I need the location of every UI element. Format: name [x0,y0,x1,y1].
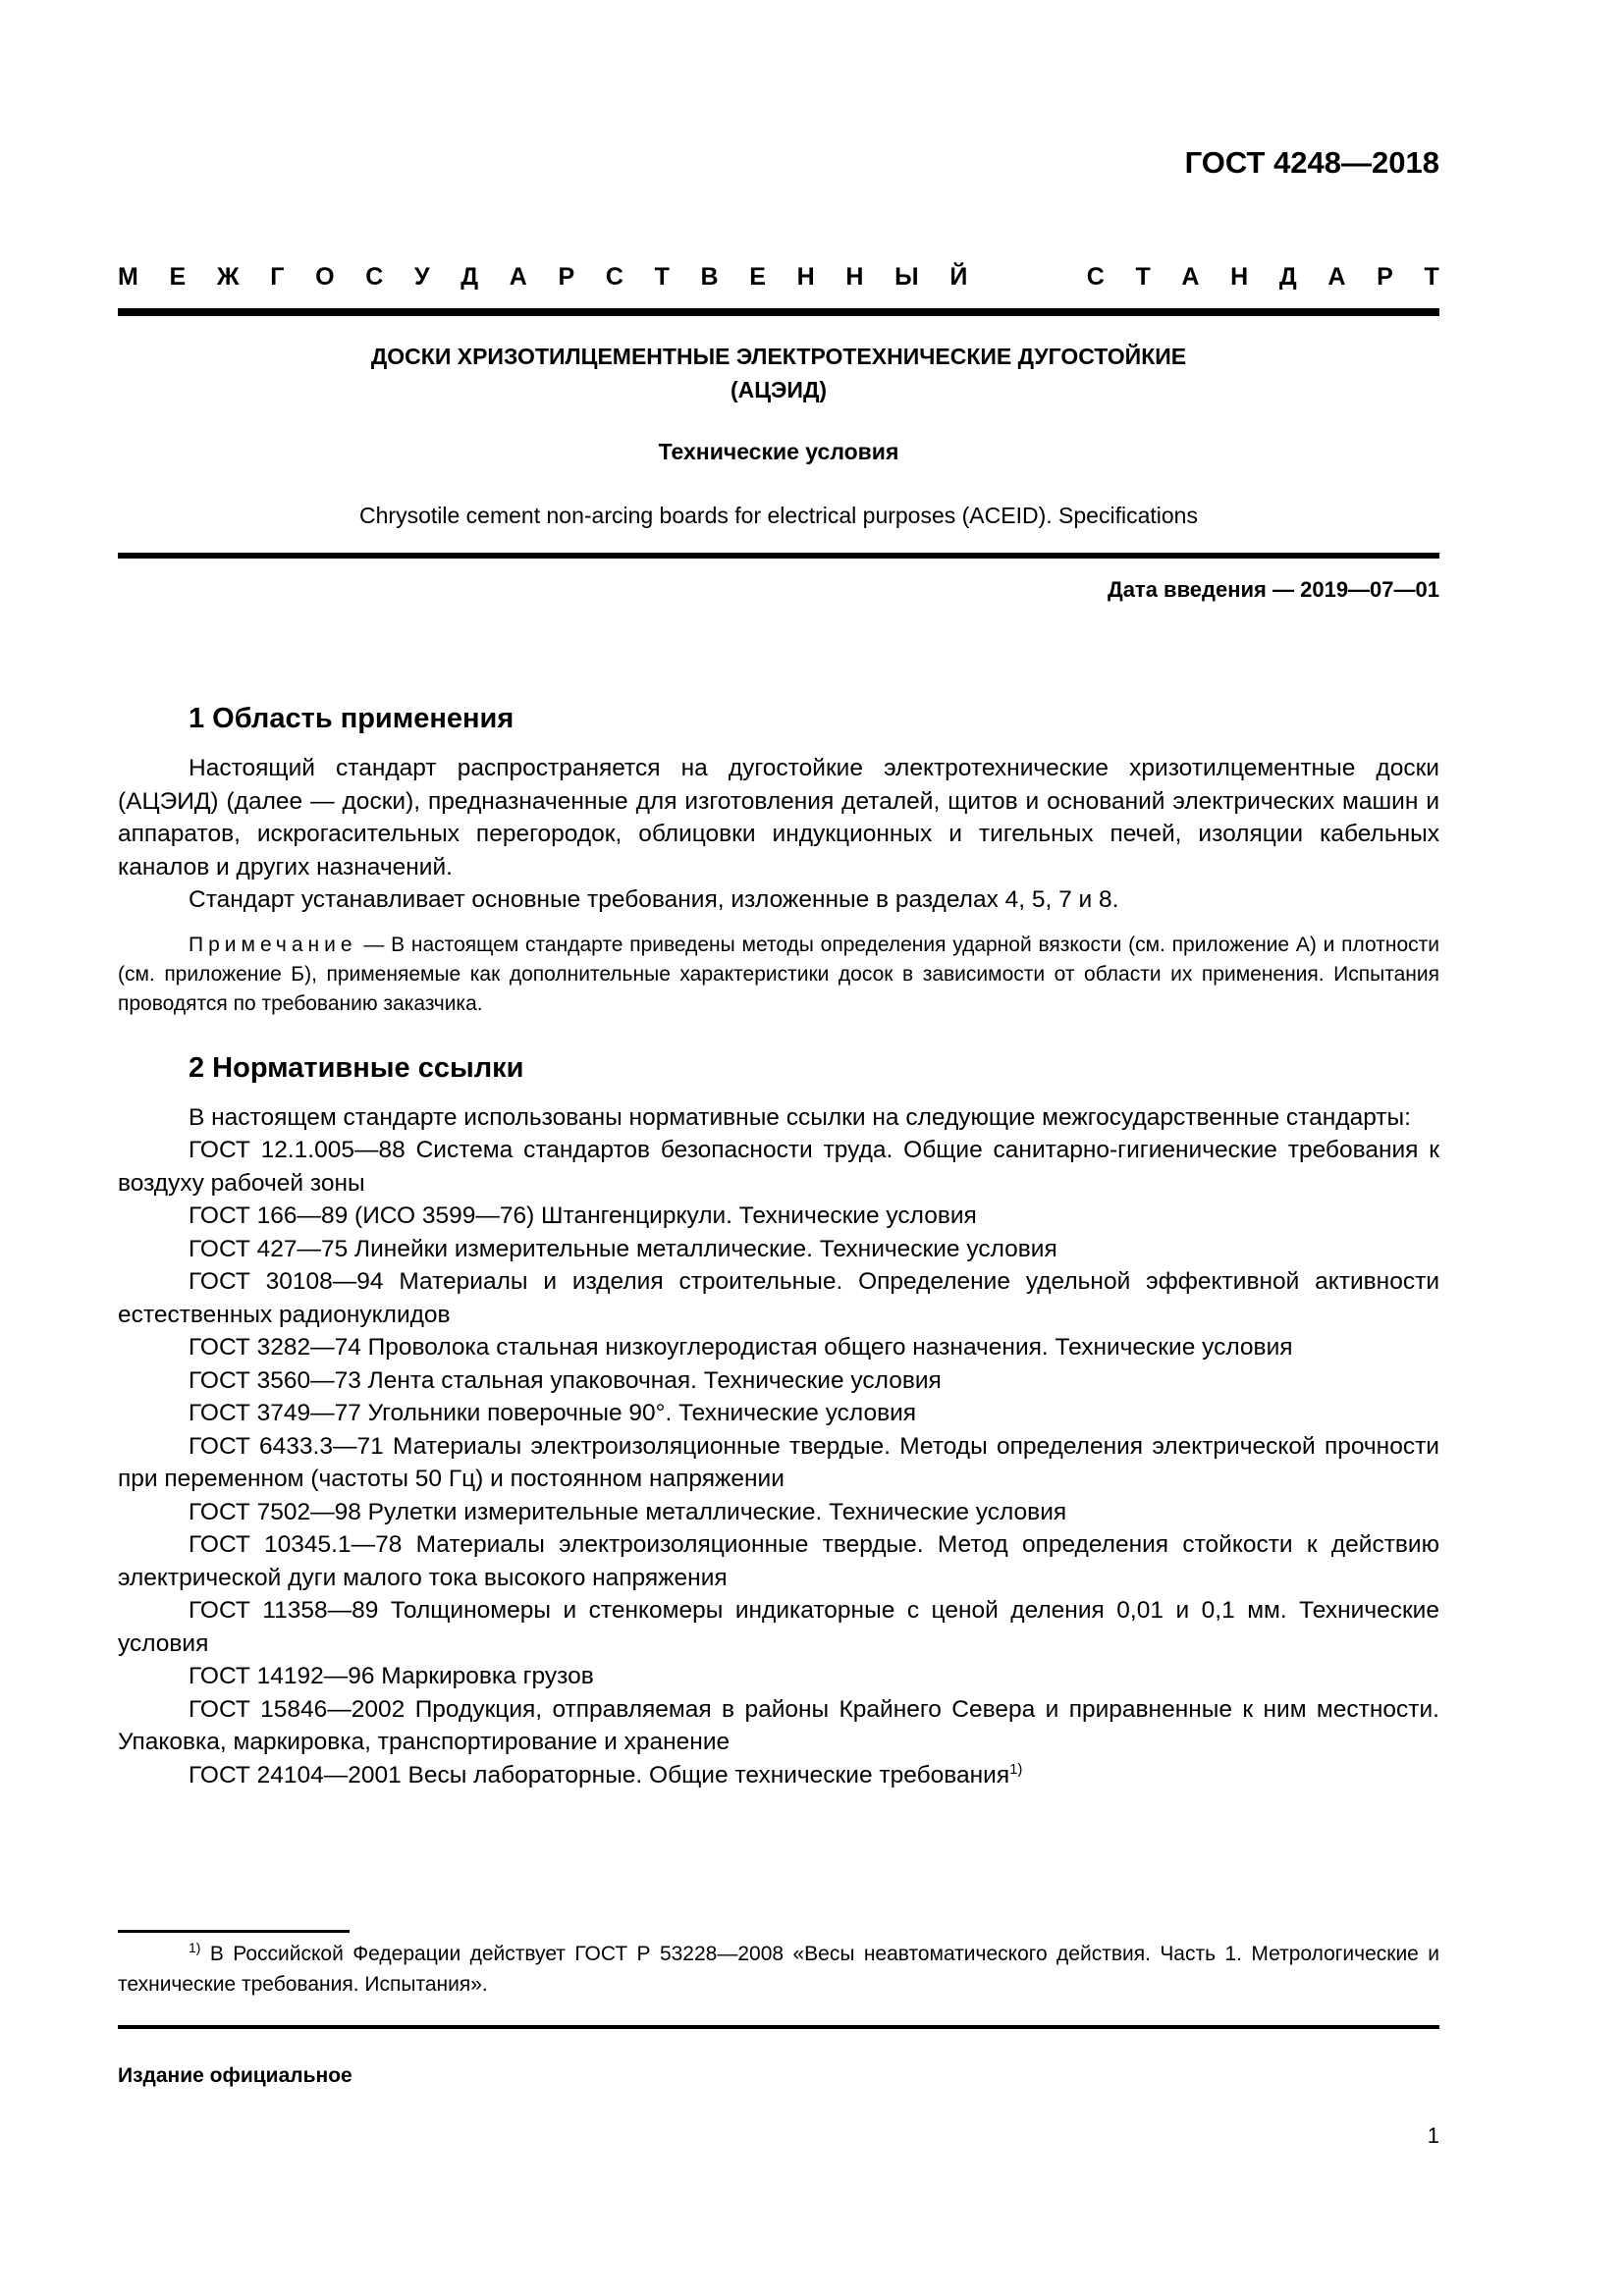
banner-letter: Ы [894,263,919,291]
banner-letter: А [1181,263,1200,291]
banner-letter: А [509,263,527,291]
section-1-paragraph-1: Настоящий стандарт распространяется на дугостойкие электротехнические хризотилцементные доски (АЦЭИД) (далее — доски), предназначенные для изготовления деталей, щитов и оснований электрических машин и аппаратов, искрогасительных перегородок, облицовки индукционных и тигельных печей, изоляции кабельных каналов и других назначений. [118,755,1439,881]
section-2-heading: 2 Нормативные ссылки [189,1051,524,1084]
banner-letter: Е [749,263,766,291]
gost-number: ГОСТ 4248—2018 [1184,145,1439,180]
interstate-standard-banner [118,263,1439,292]
note-text: — В настоящем стандарте приведены методы определения ударной вязкости (см. приложение А) и плотности (см. приложение Б), применяемые как дополнительные характеристики досок в зависимости от области их применения. Испытания проводятся по требованию заказчика. [118,933,1439,1015]
document-subtitle: Технические условия [658,439,899,464]
footnote-number: 1) [189,1940,201,1955]
footnote [118,1939,1439,2000]
banner-letter: Д [460,263,479,291]
document-page [118,0,1439,2296]
banner-word-gap [999,263,1056,292]
banner-letter: В [700,263,719,291]
banner-letter: Т [1135,263,1151,291]
reference-item: ГОСТ 3560—73 Лента стальная упаковочная. Технические условия [189,1366,942,1394]
banner-letter: О [315,263,335,291]
reference-item: ГОСТ 7502—98 Рулетки измерительные металлические. Технические условия [189,1498,1067,1525]
reference-item: ГОСТ 3282—74 Проволока стальная низкоуглеродистая общего назначения. Технические условия [189,1334,1293,1361]
banner-letter: Н [1230,263,1249,291]
banner-letter: Й [949,263,968,291]
banner-letter: М [118,263,138,291]
reference-item: ГОСТ 427—75 Линейки измерительные металлические. Технические условия [189,1235,1057,1262]
reference-item: ГОСТ 30108—94 Материалы и изделия строительные. Определение удельной эффективной активности естественных радионуклидов [118,1268,1439,1328]
reference-item: ГОСТ 166—89 (ИСО 3599—76) Штангенциркули. Технические условия [189,1202,977,1229]
banner-letter: Н [796,263,815,291]
section-1-note [118,931,1439,1019]
banner-letter: Г [270,263,285,291]
banner-letter: Н [845,263,864,291]
reference-item: ГОСТ 10345.1—78 Материалы электроизоляционные твердые. Метод определения стойкости к действию электрической дуги малого тока высокого напряжения [118,1531,1439,1591]
footer-divider [118,2025,1439,2029]
document-body [118,699,1439,1791]
banner-letter: Т [654,263,670,291]
reference-item: ГОСТ 6433.3—71 Материалы электроизоляционные твердые. Методы определения электрической прочности при переменном (частоты 50 Гц) и постоянном напряжении [118,1432,1439,1492]
title-line-2: (АЦЭИД) [730,377,827,402]
header-divider [118,308,1439,316]
section-1-heading: 1 Область применения [189,703,514,734]
note-label: Примечание [189,933,357,956]
normative-references [118,1101,1439,1792]
introduction-date: Дата введения — 2019—07—01 [1108,577,1439,602]
reference-item-last [118,1759,1439,1792]
banner-letter: С [365,263,384,291]
references-intro: В настоящем стандарте использованы нормативные ссылки на следующие межгосударственные стандарты: [189,1103,1411,1131]
footnote-divider [118,1930,350,1933]
reference-item: ГОСТ 15846—2002 Продукция, отправляемая в районы Крайнего Севера и приравненные к ним местности. Упаковка, маркировка, транспортирование и хранение [118,1695,1439,1755]
title-divider [118,553,1439,559]
banner-letter: А [1327,263,1346,291]
section-1-paragraph-2: Стандарт устанавливает основные требования, изложенные в разделах 4, 5, 7 и 8. [189,886,1119,913]
footnote-text: В Российской Федерации действует ГОСТ Р 53228—2008 «Весы неавтоматического действия. Часть 1. Метрологические и технические требования. Испытания». [118,1943,1439,1996]
banner-letter: Ж [216,263,240,291]
footnote-marker[interactable]: 1) [1009,1760,1023,1778]
banner-letter: Р [558,263,575,291]
title-line-1: ДОСКИ ХРИЗОТИЛЦЕМЕНТНЫЕ ЭЛЕКТРОТЕХНИЧЕСКИЕ ДУГОСТОЙКИЕ [370,344,1187,369]
banner-letter: Т [1424,263,1439,291]
banner-letter: С [1086,263,1105,291]
reference-item-text: ГОСТ 24104—2001 Весы лабораторные. Общие технические требования [189,1761,1010,1789]
document-title [118,340,1439,406]
reference-item: ГОСТ 11358—89 Толщиномеры и стенкомеры индикаторные с ценой деления 0,01 и 0,1 мм. Технические условия [118,1597,1439,1657]
banner-letter: У [413,263,430,291]
banner-letter: Р [1377,263,1393,291]
banner-letter: С [605,263,623,291]
reference-item: ГОСТ 3749—77 Угольники поверочные 90°. Технические условия [189,1400,917,1426]
banner-letter: Д [1278,263,1297,291]
banner-letter: Е [169,263,187,291]
page-number: 1 [1427,2123,1439,2148]
reference-item: ГОСТ 12.1.005—88 Система стандартов безопасности труда. Общие санитарно-гигиенические требования к воздуху рабочей зоны [118,1137,1439,1197]
official-edition-label: Издание официальное [118,2064,352,2087]
english-title: Chrysotile cement non-arcing boards for electrical purposes (ACEID). Specifications [359,503,1198,528]
reference-item: ГОСТ 14192—96 Маркировка грузов [189,1663,594,1689]
